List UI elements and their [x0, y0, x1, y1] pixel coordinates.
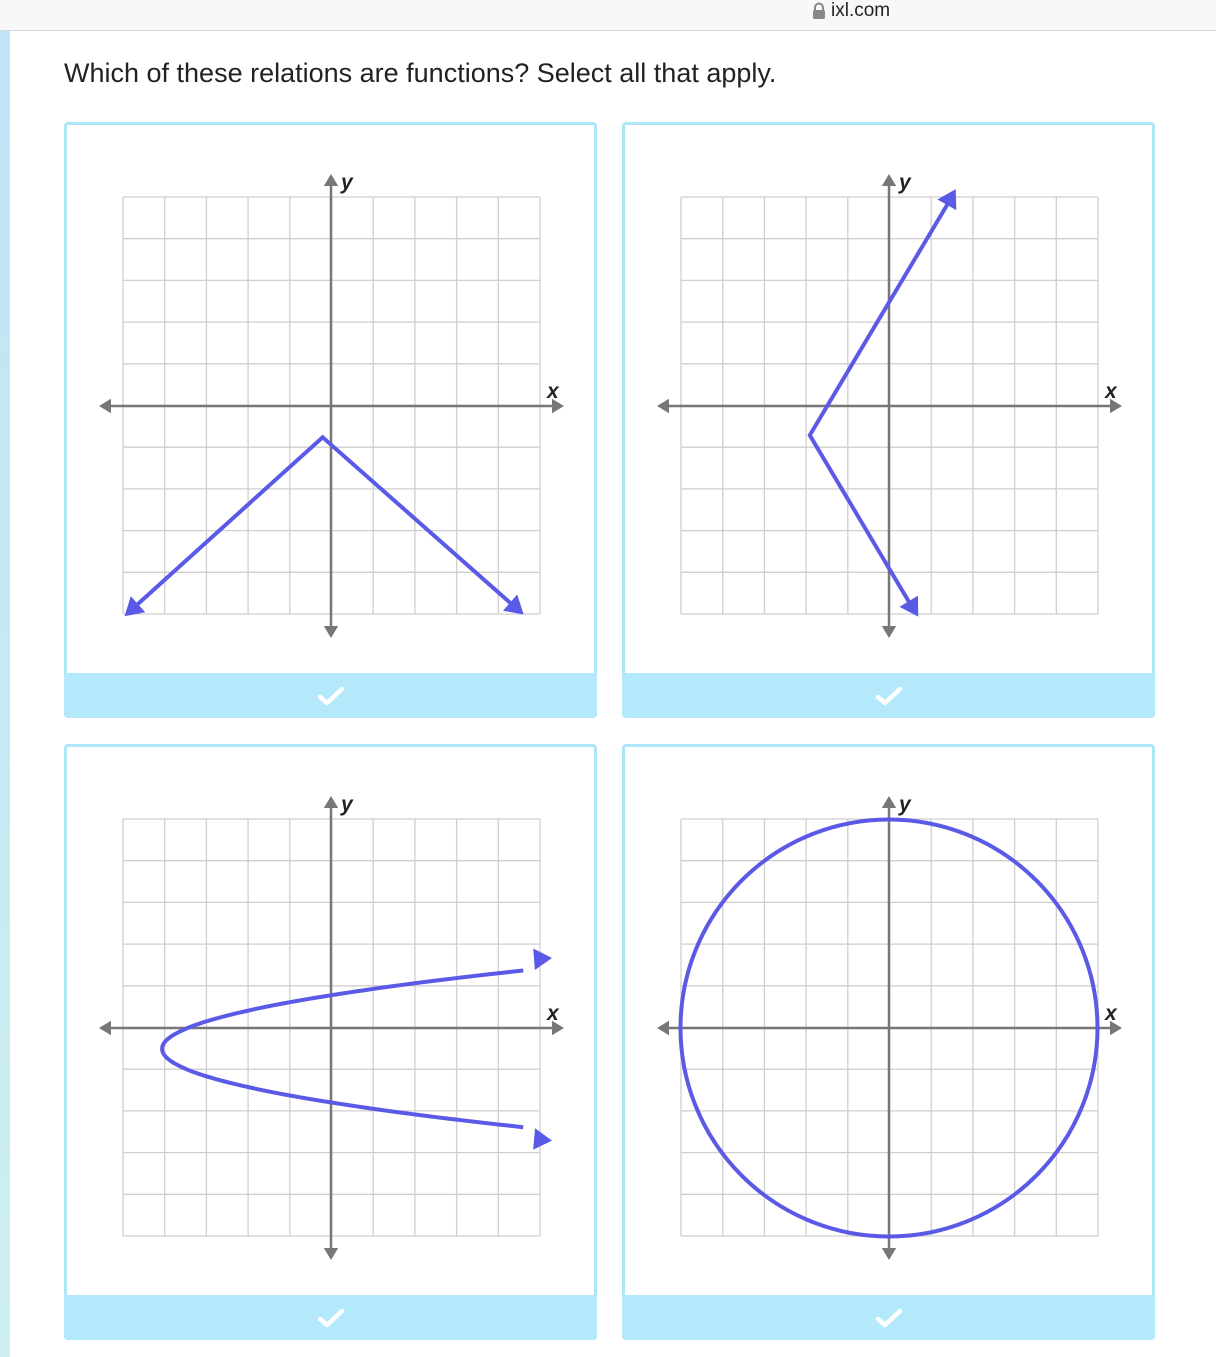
curve-arrow-upper: [533, 948, 552, 970]
relation-curve: [131, 437, 519, 610]
checkmark-icon: [875, 685, 903, 707]
x-axis-left-arrow: [657, 1021, 669, 1035]
x-axis-label: x: [1105, 1002, 1117, 1025]
x-axis-label: x: [1105, 380, 1117, 403]
relation-curve: [162, 971, 523, 1128]
choice-footer-1[interactable]: [64, 673, 597, 718]
choice-card-3[interactable]: [64, 744, 597, 1340]
graph-4: [625, 747, 1152, 1297]
url-display[interactable]: [812, 0, 890, 22]
y-axis-down-arrow: [882, 1248, 896, 1260]
graph-1: [67, 125, 594, 675]
axes: [657, 796, 1122, 1260]
y-axis-up-arrow: [324, 796, 338, 808]
choice-footer-3[interactable]: [64, 1295, 597, 1340]
y-axis-label: y: [899, 793, 911, 816]
checkmark-icon: [317, 685, 345, 707]
x-axis-label: x: [547, 1002, 559, 1025]
graph-2: [625, 125, 1152, 675]
y-axis-up-arrow: [882, 174, 896, 186]
relation-curve: [810, 198, 952, 611]
axes: [99, 796, 564, 1260]
y-axis-label: y: [899, 171, 911, 194]
lock-icon: [812, 2, 826, 20]
choice-card-1[interactable]: [64, 122, 597, 718]
choice-footer-2[interactable]: [622, 673, 1155, 718]
question-text: Which of these relations are functions? Select all that apply.: [64, 58, 777, 88]
y-axis-label: y: [341, 171, 353, 194]
y-axis-label: y: [341, 793, 353, 816]
checkmark-icon: [875, 1307, 903, 1329]
y-axis-up-arrow: [882, 796, 896, 808]
axes: [99, 174, 564, 638]
graph-3: [67, 747, 594, 1297]
y-axis-down-arrow: [882, 626, 896, 638]
choice-footer-4[interactable]: [622, 1295, 1155, 1340]
choice-card-4[interactable]: [622, 744, 1155, 1340]
curve-arrow-lower: [533, 1128, 552, 1150]
y-axis-down-arrow: [324, 1248, 338, 1260]
x-axis-left-arrow: [657, 399, 669, 413]
choice-card-2[interactable]: [622, 122, 1155, 718]
left-edge-strip: [0, 31, 10, 1357]
x-axis-label: x: [547, 380, 559, 403]
checkmark-icon: [317, 1307, 345, 1329]
url-text: ixl.com: [831, 0, 891, 21]
address-bar[interactable]: [0, 0, 1216, 31]
x-axis-left-arrow: [99, 1021, 111, 1035]
x-axis-left-arrow: [99, 399, 111, 413]
y-axis-up-arrow: [324, 174, 338, 186]
y-axis-down-arrow: [324, 626, 338, 638]
